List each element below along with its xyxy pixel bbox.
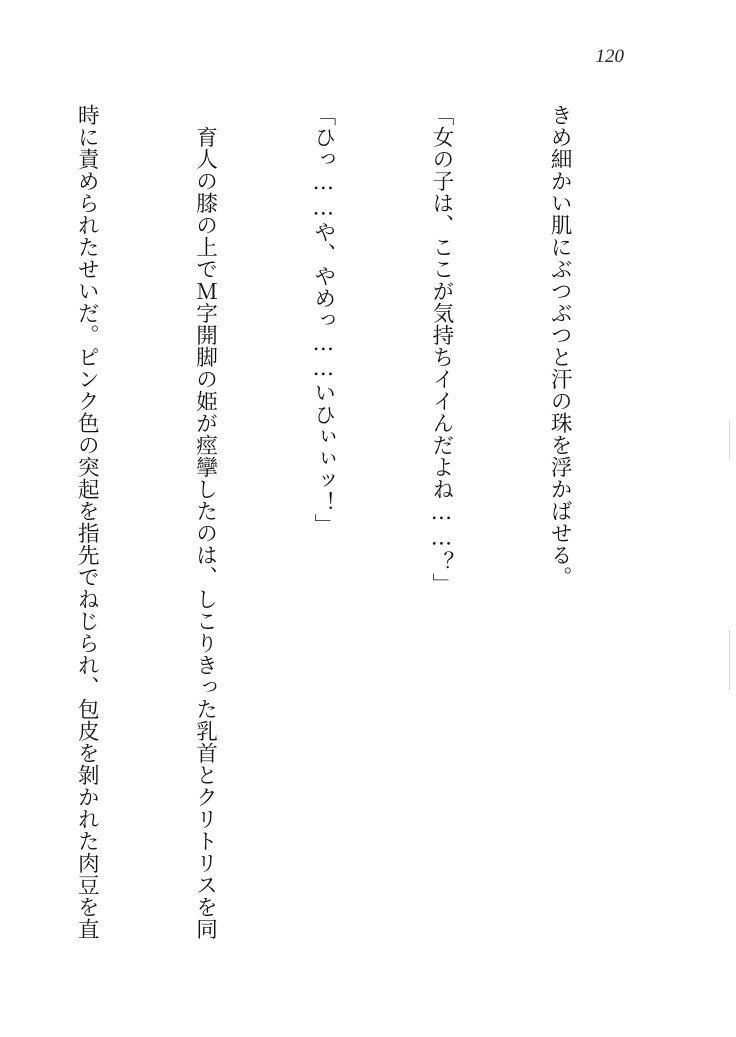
scan-edge-line <box>729 420 730 460</box>
page-number: 120 <box>595 46 624 67</box>
text-line: きめ細かい肌にぶつぶつと汗の珠を浮かばせる。 <box>547 104 573 588</box>
text-line: 「ひっ……や、やめっ……いひぃぃッ！」 <box>310 104 336 536</box>
text-line: 育人の膝の上でＭ字開脚の姫が痙攣したのは、しこりきった乳首とクリトリスを同 <box>192 104 218 940</box>
text-line: 時に責められたせいだ。ピンク色の突起を指先でねじられ、包皮を剝かれた肉豆を直 <box>74 104 100 940</box>
vertical-text-body <box>74 104 658 984</box>
scan-edge-line <box>729 630 730 690</box>
text-line: 「女の子は、ここが気持ちイイんだよね……？」 <box>428 104 454 595</box>
